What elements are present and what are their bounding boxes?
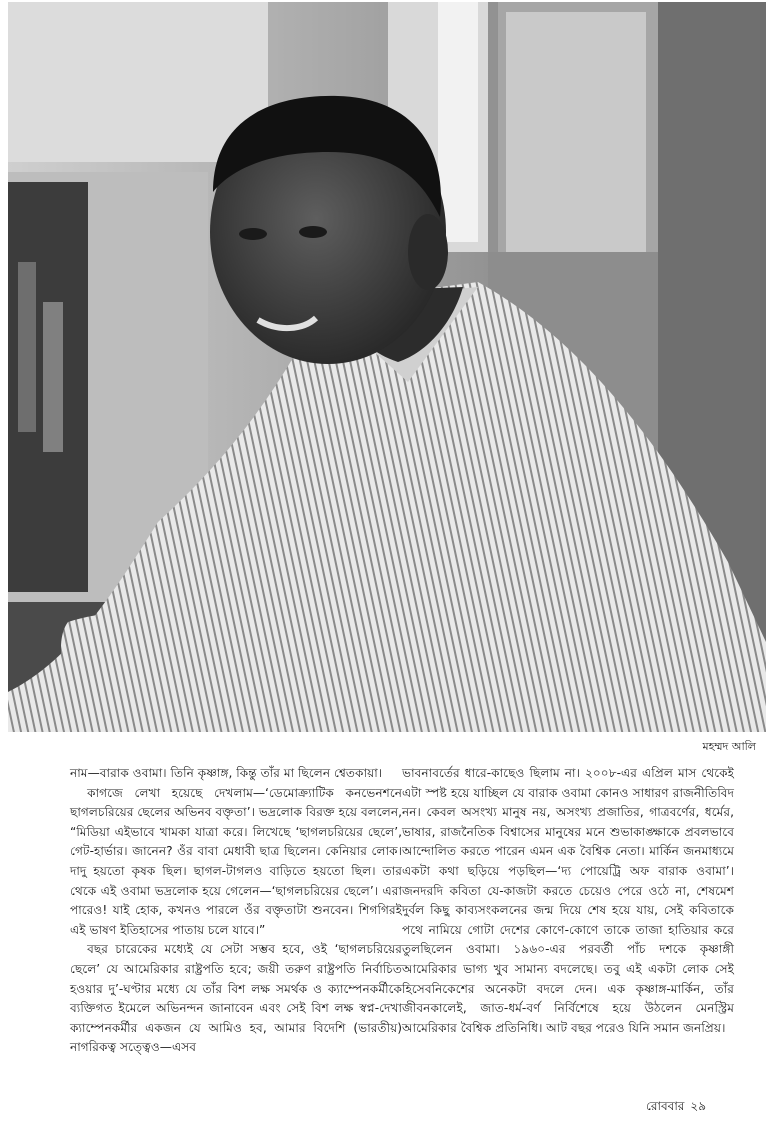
page-footer: [646, 1098, 706, 1118]
portrait-photo: [8, 2, 766, 732]
page-number: ২৯: [690, 1099, 706, 1113]
section-name: রোববার: [646, 1099, 685, 1113]
article-column-left: [70, 764, 402, 1058]
paragraph: কাগজে লেখা হয়েছে দেখলাম—‘ডেমোক্র্যাটিক কনভেনশনে ছাগলচরিয়ের ছেলের অভিনব বক্তৃতা’। ভদ্রলোক বিরক্ত হয়ে বললেন, “মিডিয়া এইভাবে খামকা যাত্রা করে। লিখেছে ‘ছাগলচরিয়ের ছেলে’, গেট-হার্ভার। জানেন? ওঁর বাবা মেধাবী ছাত্র ছিলেন। কেনিয়ার লোক। দাদু হয়তো কৃষক ছিল। ছাগল-টাগলও বাড়িতে হয়তো ছিল। তার থেকে এই ওবামা ভদ্রলোক হয়ে গেলেন—‘ছাগলচরিয়ের ছেলে’। এরা পারেও! যাই হোক, কখনও পারলে ওঁর বক্তৃতাটা শুনবেন। শিগগিরই এই ভাষণ ইতিহাসের পাতায় চলে যাবে।”: [70, 785, 402, 937]
paragraph: ভাবনাবর্তের ধারে-কাছেও ছিলাম না। ২০০৮-এর এপ্রিল মাস থেকেই এটা স্পষ্ট হয়ে যাচ্ছিল যে বারাক ওবামা কোনও সাধারণ রাজনীতিবিদ নন। কেবল অসংখ্য মানুষ নয়, অসংখ্য প্রজাতির, গাত্রবর্ণের, ধর্মের, ভাষার, রাজনৈতিক বিশ্বাসের মানুষের মনে শুভাকাঙ্ক্ষাকে প্রবলভাবে আন্দোলিত করতে পারেন এমন এক বৈশ্বিক নেতা। মার্কিন জনমাধ্যমে একটা কথা ছড়িয়ে পড়ছিল—‘দ্য পোয়েট্রি অফ বারাক ওবামা’। জনদরদি কবিতা যে-কাজটা করতে চেয়েও পেরে ওঠে না, শেষমেশ দুর্বল কিছু কাব্যসংকলনের জন্ম দিয়ে শেষ হয়ে যায়, সেই কবিতাকে পথে নামিয়ে গোটা দেশের কোণে-কোণে তাকে তাজা হাতিয়ার করে তুলছিলেন ওবামা। ১৯৬০-এর পরবর্তী পাঁচ দশকে কৃষ্ণাঙ্গী আমেরিকার ভাগ্য খুব সামান্য বদলেছে। তবু এই একটা লোক সেই হিসেবনিকেশের অনেকটা বদলে দেন। এক কৃষ্ণাঙ্গ-মার্কিন, তাঁর জীবনকালেই, জাত-ধর্ম-বর্ণ নির্বিশেষে হয়ে উঠলেন মেনস্ট্রিম আমেরিকার বৈশ্বিক প্রতিনিধি। আট বছর পরেও যিনি সমান জনপ্রিয়।: [402, 766, 734, 1035]
photo-caption: মহম্মদ আলি: [702, 740, 756, 753]
paragraph: নাম—বারাক ওবামা। তিনি কৃষ্ণাঙ্গ, কিন্তু তাঁর মা ছিলেন শ্বেতকায়া।: [70, 766, 383, 780]
portrait-photo-drawing: [8, 2, 766, 732]
article-column-right: [402, 764, 734, 1038]
paragraph: বছর চারেকের মধ্যেই যে সেটা সম্ভব হবে, ওই ‘ছাগলচরিয়ের ছেলে’ যে আমেরিকার রাষ্ট্রপতি হবে; জয়ী তরুণ রাষ্ট্রপতি নির্বাচিত হওয়ার দু’-ঘণ্টার মধ্যে যে তাঁর বিশ লক্ষ সমর্থক ও ক্যাম্পেনকর্মীকে ব্যক্তিগত ইমেলে অভিনন্দন জানাবেন এবং সেই বিশ লক্ষ স্বপ্ন-দেখা ক্যাম্পেনকর্মীর একজন যে আমিও হব, আমার বিদেশি (ভারতীয়) নাগরিকত্ব সত্ত্বেও—এসব: [70, 942, 402, 1055]
